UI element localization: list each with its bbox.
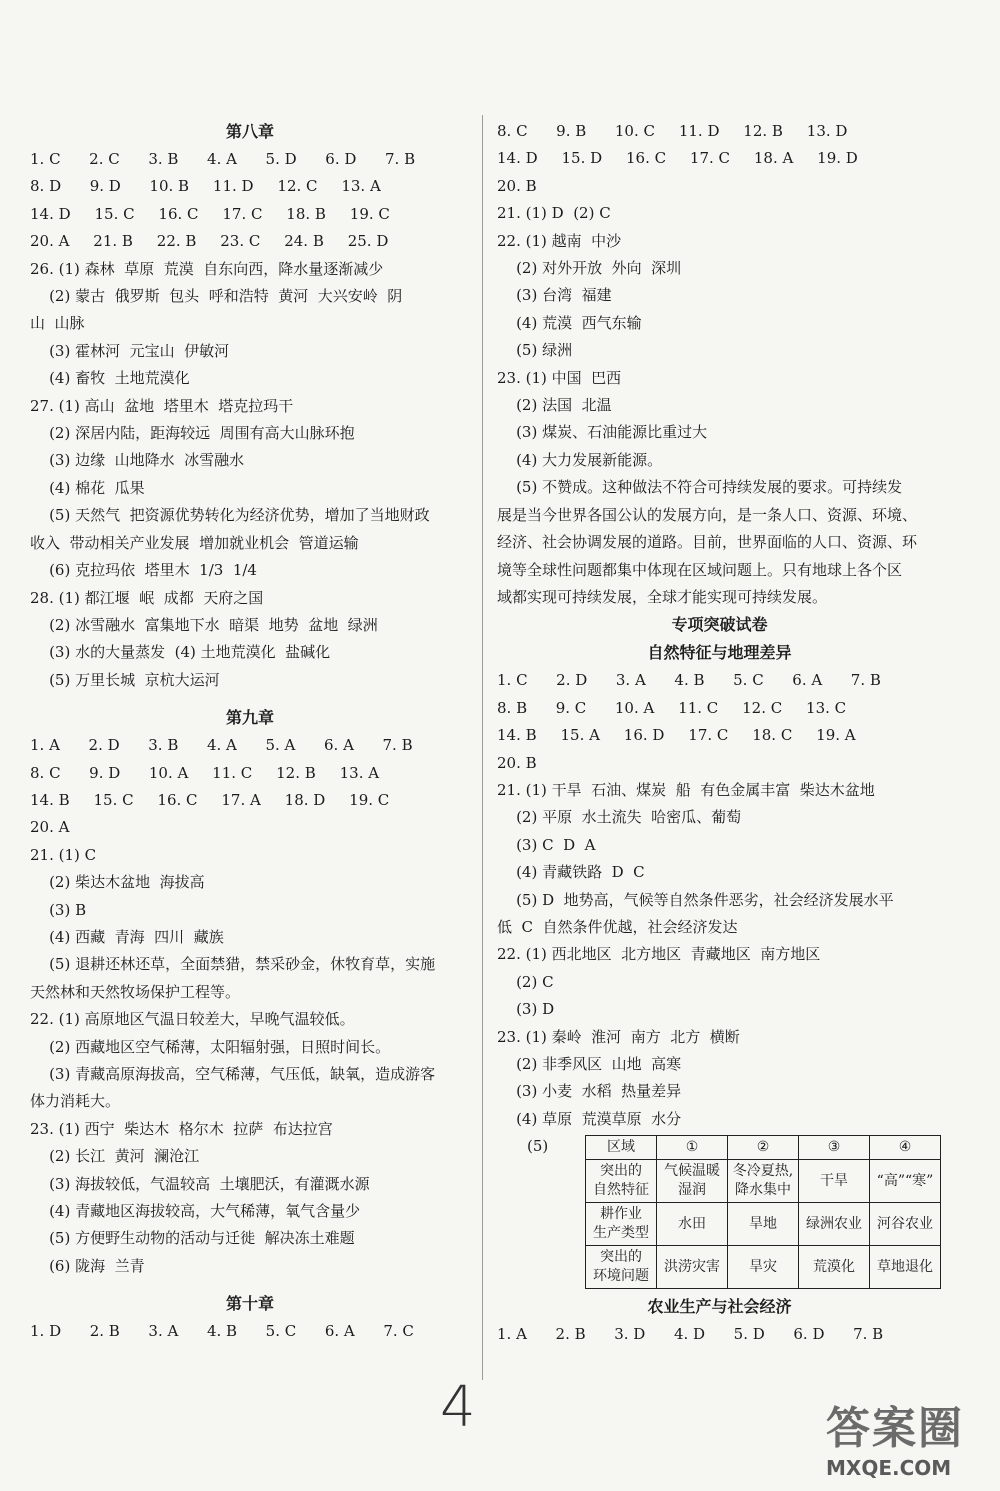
answer-line: 20. A xyxy=(30,818,70,837)
answer-line: 8. D 9. D 10. B 11. D 12. C 13. A xyxy=(30,177,381,196)
table-row xyxy=(586,1246,941,1289)
table-cell: 草地退化 xyxy=(870,1246,941,1289)
table-cell: ④ xyxy=(870,1136,941,1160)
answer-line: (4) 西藏 青海 四川 藏族 xyxy=(30,927,224,946)
watermark-logo xyxy=(826,1392,976,1482)
answer-line: (3) C D A xyxy=(497,835,596,854)
answer-line: (2) C xyxy=(497,972,554,991)
answer-line: (3) 海拔较低，气温较高 土壤肥沃，有灌溉水源 xyxy=(30,1174,370,1193)
answer-line: 22. (1) 高原地区气温日较差大，早晚气温较低。 xyxy=(30,1010,355,1029)
answer-line: (2) 蒙古 俄罗斯 包头 呼和浩特 黄河 大兴安岭 阴 xyxy=(30,287,403,306)
answer-line: (4) 棉花 瓜果 xyxy=(30,478,145,497)
answer-line: (4) 畜牧 土地荒漠化 xyxy=(30,369,190,388)
right-column xyxy=(497,118,942,1349)
answer-line: (3) 青藏高原海拔高，空气稀薄，气压低，缺氧，造成游客 xyxy=(30,1065,436,1083)
table-cell: 洪涝灾害 xyxy=(657,1246,728,1289)
answer-line: 23. (1) 西宁 柴达木 格尔木 拉萨 布达拉宫 xyxy=(30,1119,333,1138)
answer-line: 21. (1) 干旱 石油、煤炭 船 有色金属丰富 柴达木盆地 xyxy=(497,780,875,799)
table-row xyxy=(586,1203,941,1246)
table-cell: 旱地 xyxy=(728,1203,799,1246)
answer-line: 境等全球性问题都集中体现在区域问题上。只有地球上各个区 xyxy=(497,560,903,579)
table-cell: ② xyxy=(728,1136,799,1160)
watermark-url: MXQE.COM xyxy=(826,1456,952,1480)
table-cell: ① xyxy=(657,1136,728,1160)
answer-line: 14. B 15. C 16. C 17. A 18. D 19. C xyxy=(30,790,390,809)
answer-line: 22. (1) 越南 中沙 xyxy=(497,231,622,250)
answer-line: 体力消耗大。 xyxy=(30,1092,121,1111)
section-title: 农业生产与社会经济 xyxy=(647,1297,792,1317)
answer-line: (2) 对外开放 外向 深圳 xyxy=(497,259,682,278)
answer-line: 14. D 15. C 16. C 17. C 18. B 19. C xyxy=(30,204,390,223)
section-title: 自然特征与地理差异 xyxy=(647,643,792,663)
watermark-seal: 答案圈 xyxy=(826,1403,964,1454)
answer-line: (5) D 地势高，气候等自然条件恶劣，社会经济发展水平 xyxy=(497,890,894,909)
answer-line: 23. (1) 秦岭 淮河 南方 北方 横断 xyxy=(497,1027,740,1046)
table-cell: 冬冷夏热, 降水集中 xyxy=(728,1160,799,1203)
answer-line: (2) 非季风区 山地 高寒 xyxy=(497,1055,682,1073)
section-title: 第十章 xyxy=(225,1294,274,1314)
after-table-lines xyxy=(497,1293,942,1348)
answer-line: (2) 深居内陆，距海较远 周围有高大山脉环抱 xyxy=(30,424,355,443)
table-cell: 干旱 xyxy=(799,1160,870,1203)
answer-line: (2) 柴达木盆地 海拔高 xyxy=(30,873,205,892)
answer-line: 14. B 15. A 16. D 17. C 18. C 19. A xyxy=(497,726,856,745)
summary-table-block xyxy=(497,1135,942,1289)
answer-line: 低 C 自然条件优越，社会经济发达 xyxy=(497,917,738,936)
answer-line: 8. B 9. C 10. A 11. C 12. C 13. C xyxy=(497,698,847,717)
answer-line: 22. (1) 西北地区 北方地区 青藏地区 南方地区 xyxy=(497,945,821,964)
answer-line: (3) 霍林河 元宝山 伊敏河 xyxy=(30,341,230,360)
answer-line: 1. C 2. C 3. B 4. A 5. D 6. D 7. B xyxy=(30,150,416,168)
answer-line: 20. B xyxy=(497,176,537,195)
answer-line: 28. (1) 都江堰 岷 成都 天府之国 xyxy=(30,588,264,607)
answer-line: 23. (1) 中国 巴西 xyxy=(497,368,622,387)
answer-line: (6) 陇海 兰青 xyxy=(30,1256,145,1275)
answer-line: (5) 绿洲 xyxy=(497,341,573,360)
answer-line: (5) 不赞成。这种做法不符合可持续发展的要求。可持续发 xyxy=(497,478,903,497)
answer-line: 21. (1) C xyxy=(30,845,97,864)
answer-line: (3) B xyxy=(30,900,87,919)
table-cell: 区域 xyxy=(586,1136,657,1160)
answer-line: (2) 西藏地区空气稀薄，太阳辐射强，日照时间长。 xyxy=(30,1037,391,1056)
table-cell: 突出的 环境问题 xyxy=(586,1246,657,1289)
answer-line: (4) 青藏铁路 D C xyxy=(497,863,645,882)
column-divider xyxy=(482,115,483,1380)
table-cell: “高”“寒” xyxy=(870,1160,941,1203)
section-title: 第九章 xyxy=(225,708,274,728)
answer-line: 26. (1) 森林 草原 荒漠 自东向西，降水量逐渐减少 xyxy=(30,259,384,278)
answer-line: 经济、社会协调发展的道路。目前，世界面临的人口、资源、环 xyxy=(497,533,918,552)
answer-line: 8. C 9. B 10. C 11. D 12. B 13. D xyxy=(497,122,848,140)
answer-line: (4) 荒漠 西气东输 xyxy=(497,313,642,332)
answer-line: (3) D xyxy=(497,1000,555,1019)
answer-line: 1. C 2. D 3. A 4. B 5. C 6. A 7. B xyxy=(497,671,881,690)
answer-line: (3) 煤炭、石油能源比重过大 xyxy=(497,423,708,442)
answer-line: (6) 克拉玛依 塔里木 1/3 1/4 xyxy=(30,561,257,580)
answer-line: (5) 退耕还林还草，全面禁猎，禁采砂金，休牧育草，实施 xyxy=(30,955,436,974)
table-cell: 荒漠化 xyxy=(799,1246,870,1289)
answer-line: 收入 带动相关产业发展 增加就业机会 管道运输 xyxy=(30,533,359,552)
answer-line: 1. A 2. B 3. D 4. D 5. D 6. D 7. B xyxy=(497,1325,884,1344)
section-title: 专项突破试卷 xyxy=(671,615,768,635)
answer-line: 1. D 2. B 3. A 4. B 5. C 6. A 7. C xyxy=(30,1322,414,1341)
table-cell: 水田 xyxy=(657,1203,728,1246)
answer-line: (4) 青藏地区海拔较高，大气稀薄，氧气含量少 xyxy=(30,1202,361,1221)
answer-line: (3) 台湾 福建 xyxy=(497,286,612,305)
spacer xyxy=(30,694,470,704)
answer-line: 8. C 9. D 10. A 11. C 12. B 13. A xyxy=(30,763,380,782)
answer-line: 展是当今世界各国公认的发展方向，是一条人口、资源、环境、 xyxy=(497,505,918,524)
answer-line: (3) 小麦 水稻 热量差异 xyxy=(497,1082,682,1101)
answer-line: (5) 万里长城 京杭大运河 xyxy=(30,670,220,689)
table-cell: 旱灾 xyxy=(728,1246,799,1289)
table-cell: 突出的 自然特征 xyxy=(586,1160,657,1203)
left-column xyxy=(30,118,470,1346)
answer-line: 20. B xyxy=(497,753,537,772)
answer-line: 1. A 2. D 3. B 4. A 5. A 6. A 7. B xyxy=(30,736,413,755)
section-title: 第八章 xyxy=(225,122,274,141)
answer-line: (4) 大力发展新能源。 xyxy=(497,450,663,469)
answer-line: 域都实现可持续发展，全球才能实现可持续发展。 xyxy=(497,587,828,606)
answer-line: (2) 法国 北温 xyxy=(497,396,612,415)
table-cell: 绿洲农业 xyxy=(799,1203,870,1246)
table-cell: 气候温暖 湿润 xyxy=(657,1160,728,1203)
spacer xyxy=(30,1280,470,1290)
table-label: (5) xyxy=(527,1137,549,1156)
table-cell: ③ xyxy=(799,1136,870,1160)
right-lines xyxy=(497,118,942,1133)
summary-table xyxy=(585,1135,941,1289)
answer-line: (5) 天然气 把资源优势转化为经济优势，增加了当地财政 xyxy=(30,506,430,525)
table-cell: 河谷农业 xyxy=(870,1203,941,1246)
answer-line: 21. (1) D (2) C xyxy=(497,204,611,223)
handwritten-page-number: 4 xyxy=(440,1375,476,1440)
answer-line: (3) 边缘 山地降水 冰雪融水 xyxy=(30,451,245,470)
answer-line: 20. A 21. B 22. B 23. C 24. B 25. D xyxy=(30,232,389,251)
table-row xyxy=(586,1160,941,1203)
table-cell: 耕作业 生产类型 xyxy=(586,1203,657,1246)
answer-line: (2) 平原 水土流失 哈密瓜、葡萄 xyxy=(497,808,742,827)
answer-line: (4) 草原 荒漠草原 水分 xyxy=(497,1109,682,1128)
table-row xyxy=(586,1136,941,1160)
answer-line: (2) 冰雪融水 富集地下水 暗渠 地势 盆地 绿洲 xyxy=(30,615,378,634)
answer-line: 天然林和天然牧场保护工程等。 xyxy=(30,982,241,1001)
answer-line: 山 山脉 xyxy=(30,314,85,333)
answer-line: (3) 水的大量蒸发 (4) 土地荒漠化 盐碱化 xyxy=(30,643,331,662)
answer-line: 14. D 15. D 16. C 17. C 18. A 19. D xyxy=(497,149,858,168)
answer-line: 27. (1) 高山 盆地 塔里木 塔克拉玛干 xyxy=(30,396,294,415)
answer-line: (5) 方便野生动物的活动与迁徙 解决冻土难题 xyxy=(30,1229,355,1248)
answer-line: (2) 长江 黄河 澜沧江 xyxy=(30,1147,200,1166)
